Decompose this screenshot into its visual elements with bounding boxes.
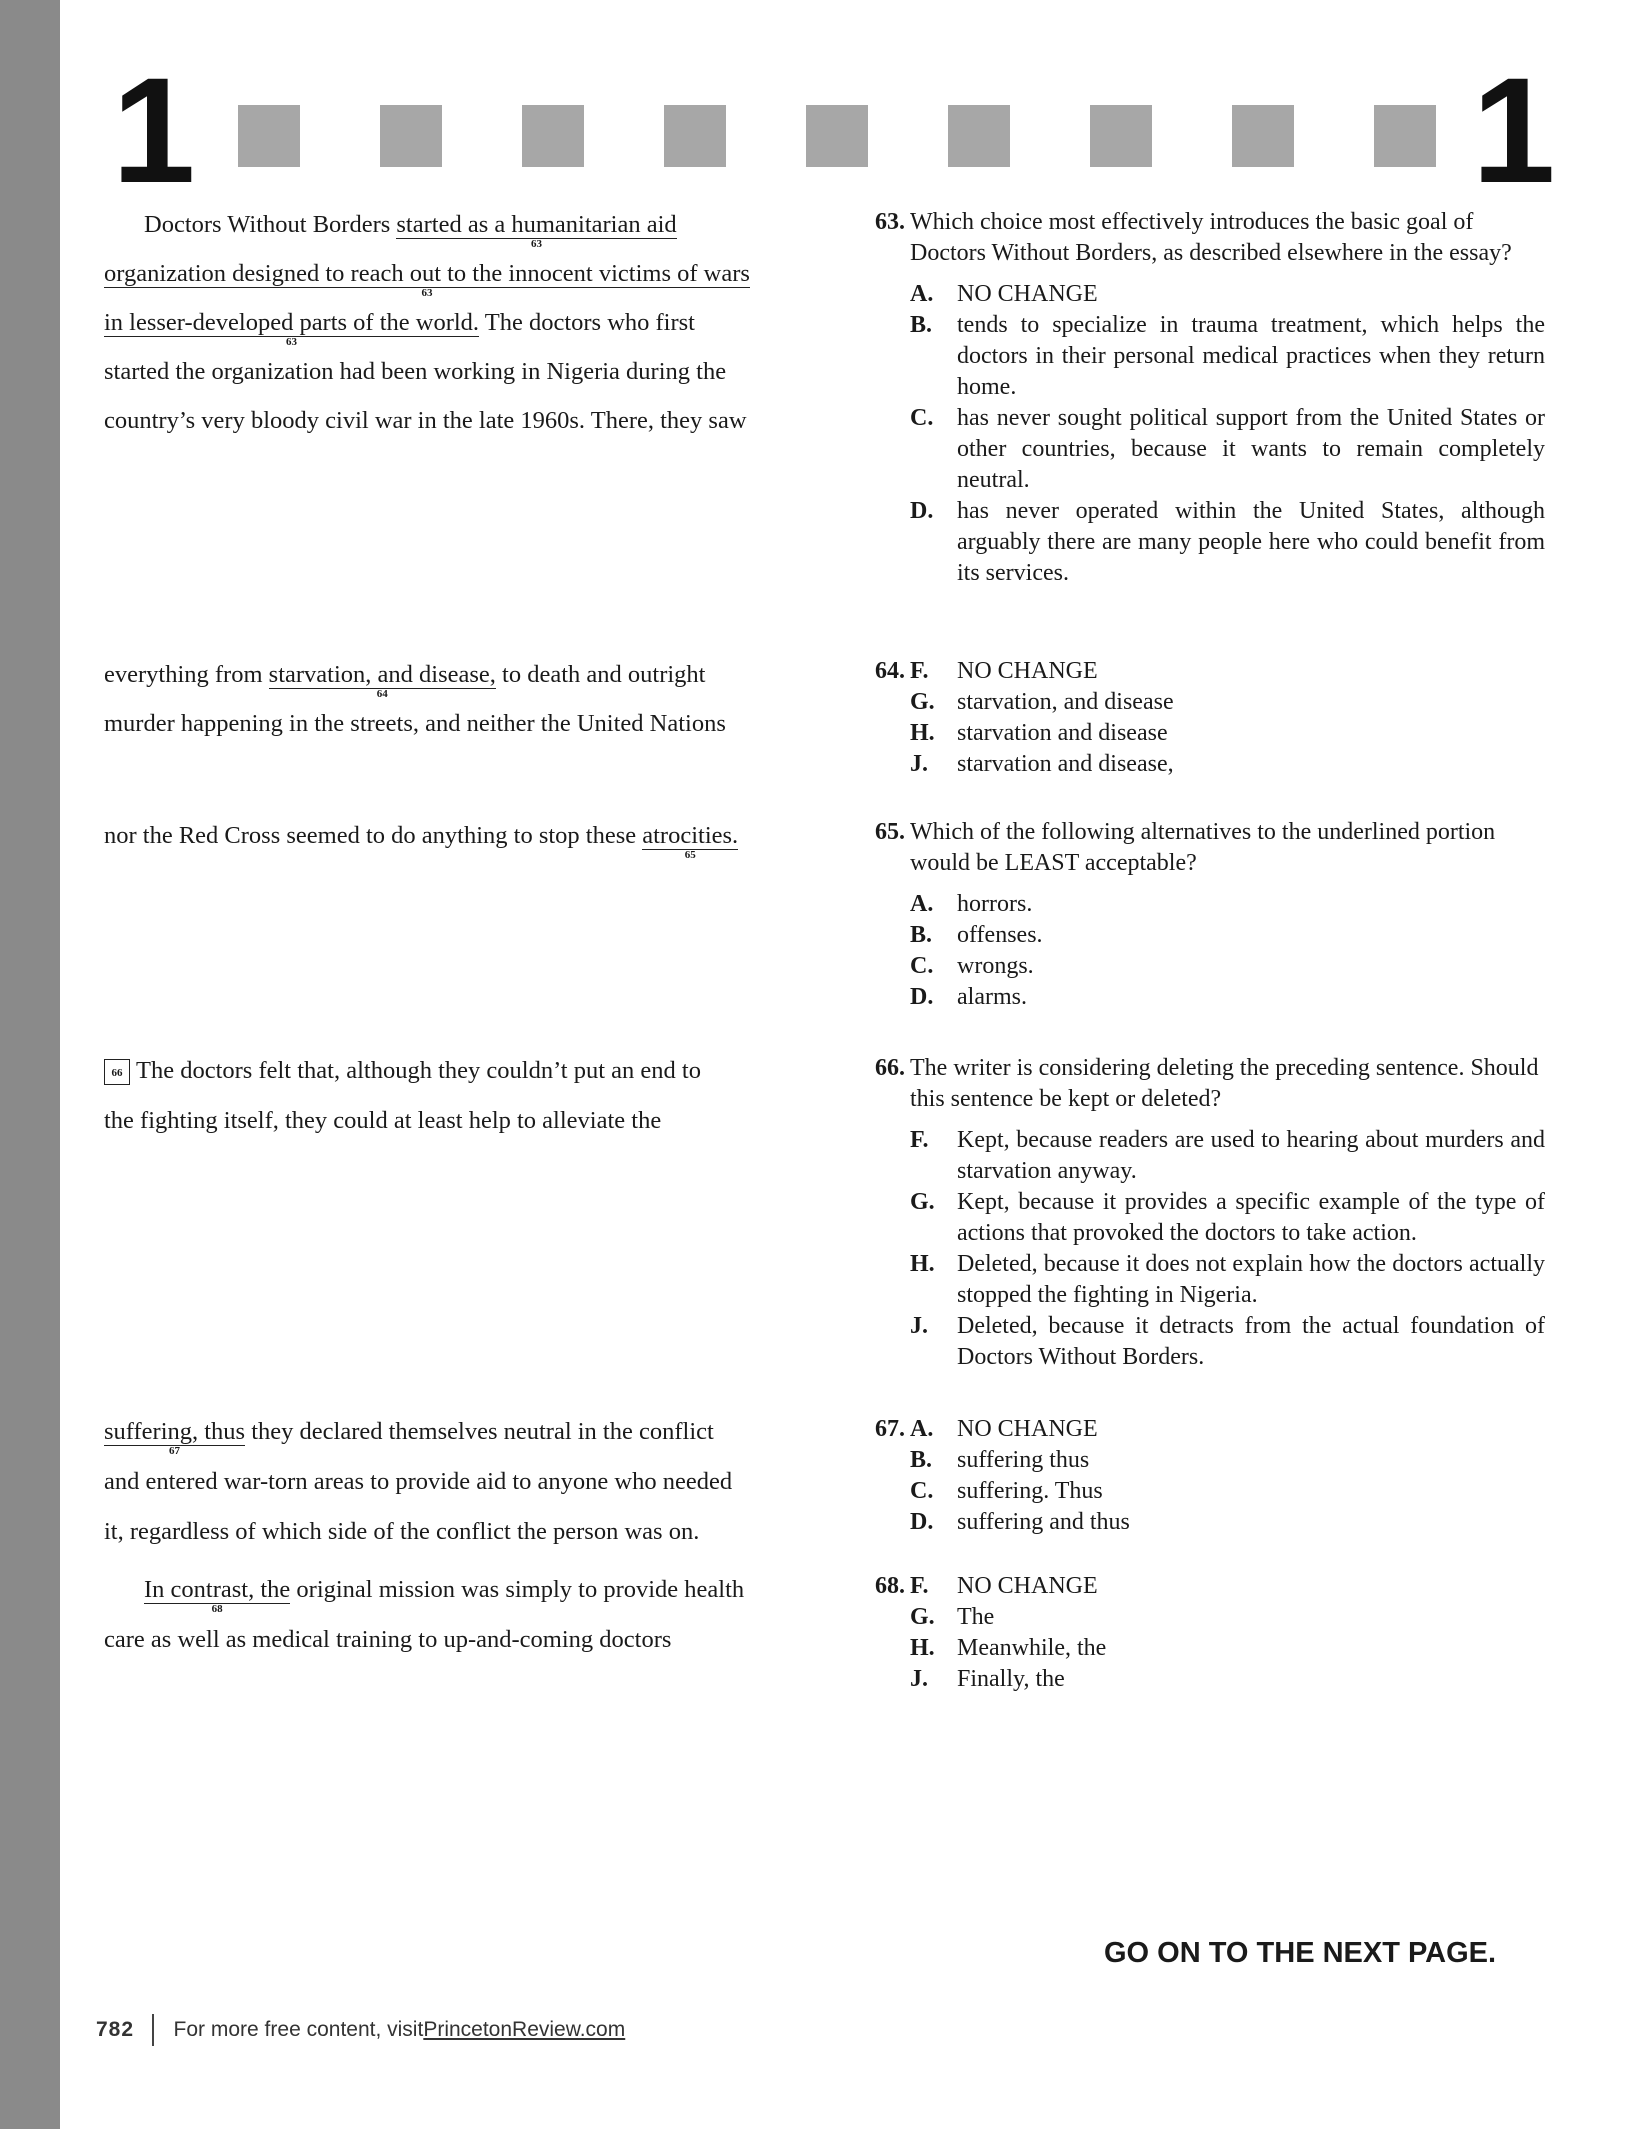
question-number: 65.: [875, 819, 905, 845]
passage-line: [104, 1056, 701, 1086]
question-67: [855, 1414, 1545, 1538]
passage-line: care as well as medical training to up-and-coming doctors: [104, 1626, 672, 1653]
section-number-right: 1: [1472, 46, 1556, 214]
passage-line: [144, 210, 677, 250]
page-footer: [96, 2013, 625, 2047]
choice-letter: D.: [910, 984, 934, 1010]
choice-letter: H.: [910, 720, 935, 746]
question-66: [855, 1053, 1545, 1373]
underlined-text: started as a humanitarian aid: [396, 211, 677, 238]
passage-text: nor the Red Cross seemed to do anything to stop these: [104, 822, 643, 849]
choice-list: [910, 889, 1545, 1013]
choice-text: Meanwhile, the: [957, 1635, 1107, 1661]
header-square: [238, 105, 300, 167]
choice-list: [910, 1571, 1545, 1695]
choice-letter: B.: [910, 1447, 933, 1473]
underlined-text: atrocities.: [642, 822, 739, 849]
answer-choice[interactable]: [910, 951, 1545, 982]
question-ref-63: 63: [421, 287, 433, 299]
passage-line: murder happening in the streets, and neither the United Nations: [104, 710, 726, 737]
choice-letter: J.: [910, 751, 928, 777]
choice-letter: H.: [910, 1635, 935, 1661]
underlined-portion-63: [104, 309, 480, 348]
choice-text: starvation, and disease: [957, 689, 1174, 715]
question-box-66: 66: [104, 1059, 130, 1085]
header-square: [380, 105, 442, 167]
choice-letter: C.: [910, 1478, 934, 1504]
choice-letter: H.: [910, 1251, 935, 1277]
question-stem: Which choice most effectively introduces the basic goal of Doctors Without Borders, as described elsewhere in the essay?: [910, 209, 1512, 266]
choice-letter: A.: [910, 1416, 934, 1442]
answer-choice[interactable]: [910, 656, 1545, 687]
question-number: 66.: [875, 1055, 905, 1081]
header-square: [806, 105, 868, 167]
choice-text: starvation and disease,: [957, 751, 1174, 777]
question-stem: Which of the following alternatives to the underlined portion would be LEAST acceptable?: [910, 819, 1496, 876]
passage-line: the fighting itself, they could at least help to alleviate the: [104, 1107, 662, 1134]
choice-letter: F.: [910, 1127, 929, 1153]
choice-text: has never sought political support from the United States or other countries, because it wants to remain completely neutral.: [957, 405, 1545, 493]
underlined-text: in lesser-developed parts of the world.: [104, 309, 480, 336]
footer-divider: [152, 2014, 154, 2046]
choice-letter: C.: [910, 953, 934, 979]
underlined-text: organization designed to reach out to the innocent victims of wars: [104, 260, 750, 287]
underlined-text: suffering, thus: [104, 1418, 246, 1445]
passage-text: original mission was simply to provide health: [290, 1576, 745, 1603]
answer-choice[interactable]: [910, 1187, 1545, 1249]
passage-line: country’s very bloody civil war in the late 1960s. There, they saw: [104, 407, 747, 434]
side-bar: [0, 0, 60, 2129]
answer-choice[interactable]: [910, 982, 1545, 1013]
choice-letter: A.: [910, 891, 934, 917]
answer-choice[interactable]: [910, 889, 1545, 920]
choice-text: The: [957, 1604, 995, 1630]
question-number: 67.: [875, 1416, 905, 1442]
choice-letter: B.: [910, 922, 933, 948]
choice-letter: J.: [910, 1313, 928, 1339]
choice-text: NO CHANGE: [957, 281, 1098, 307]
answer-choice[interactable]: [910, 1507, 1545, 1538]
passage-line: [104, 660, 706, 700]
passage-text: The doctors felt that, although they couldn’t put an end to: [136, 1057, 701, 1084]
choice-text: wrongs.: [957, 953, 1034, 979]
answer-choice[interactable]: [910, 687, 1545, 718]
answer-choice[interactable]: [910, 1125, 1545, 1187]
header-square: [522, 105, 584, 167]
passage-line: and entered war-torn areas to provide aid to anyone who needed: [104, 1468, 733, 1495]
choice-text: Deleted, because it detracts from the actual foundation of Doctors Without Borders.: [957, 1313, 1545, 1370]
answer-choice[interactable]: [910, 279, 1545, 310]
choice-list: [910, 1125, 1545, 1373]
choice-text: suffering thus: [957, 1447, 1090, 1473]
choice-letter: D.: [910, 1509, 934, 1535]
question-65: [855, 817, 1545, 1013]
answer-choice[interactable]: [910, 1414, 1545, 1445]
answer-choice[interactable]: [910, 496, 1545, 589]
go-on-notice: GO ON TO THE NEXT PAGE.: [1104, 1937, 1497, 1969]
choice-text: offenses.: [957, 922, 1043, 948]
header-square: [1232, 105, 1294, 167]
princeton-review-link[interactable]: PrincetonReview.com: [423, 2018, 626, 2041]
answer-choice[interactable]: [910, 1445, 1545, 1476]
choice-letter: C.: [910, 405, 934, 431]
question-68: [855, 1571, 1545, 1695]
header-square: [948, 105, 1010, 167]
passage-text: to death and outright: [495, 661, 706, 688]
answer-choice[interactable]: [910, 1476, 1545, 1507]
answer-choice[interactable]: [910, 403, 1545, 496]
choice-text: Kept, because it provides a specific example of the type of actions that provoked the doctors to take action.: [957, 1189, 1545, 1246]
passage-line: [144, 1575, 745, 1615]
question-number: 64.: [875, 658, 905, 684]
choice-text: suffering. Thus: [957, 1478, 1103, 1504]
choice-letter: F.: [910, 1573, 929, 1599]
choice-list: [910, 656, 1545, 780]
choice-letter: B.: [910, 312, 933, 338]
underlined-portion-63: [104, 260, 750, 299]
choice-letter: G.: [910, 1604, 935, 1630]
passage-line: started the organization had been working in Nigeria during the: [104, 358, 727, 385]
underlined-portion-68: [144, 1576, 291, 1615]
question-ref-63: 63: [531, 238, 543, 250]
question-ref-67: 67: [169, 1445, 181, 1457]
choice-text: Finally, the: [957, 1666, 1065, 1692]
answer-choice[interactable]: [910, 718, 1545, 749]
answer-choice[interactable]: [910, 310, 1545, 403]
answer-choice[interactable]: [910, 1249, 1545, 1311]
underlined-portion-67: [104, 1418, 246, 1457]
question-63: [855, 207, 1545, 589]
choice-text: Kept, because readers are used to hearing about murders and starvation anyway.: [957, 1127, 1545, 1184]
choice-letter: F.: [910, 658, 929, 684]
passage-line: [104, 308, 695, 348]
question-ref-64: 64: [376, 688, 388, 700]
choice-text: NO CHANGE: [957, 658, 1098, 684]
question-64: [855, 656, 1545, 780]
choice-text: has never operated within the United States, although arguably there are many people here who could benefit from its services.: [957, 498, 1545, 586]
answer-choice[interactable]: [910, 749, 1545, 780]
answer-choice[interactable]: [910, 1602, 1545, 1633]
choice-text: starvation and disease: [957, 720, 1168, 746]
passage-line: [104, 1417, 714, 1457]
question-ref-63: 63: [286, 336, 298, 348]
choice-list: [910, 1414, 1545, 1538]
choice-text: horrors.: [957, 891, 1033, 917]
passage-text: Doctors Without Borders: [144, 211, 397, 238]
choice-letter: J.: [910, 1666, 928, 1692]
choice-text: suffering and thus: [957, 1509, 1130, 1535]
underlined-text: starvation, and disease,: [268, 661, 496, 688]
passage-line: [104, 259, 750, 299]
answer-choice[interactable]: [910, 1571, 1545, 1602]
promo-text: For more free content, visit: [173, 2018, 424, 2041]
choice-text: tends to specialize in trauma treatment, which helps the doctors in their personal medical practices when they return home.: [957, 312, 1545, 400]
passage-text: they declared themselves neutral in the conflict: [245, 1418, 714, 1445]
underlined-portion-63: [396, 211, 677, 250]
underlined-portion-65: [642, 822, 739, 861]
answer-choice[interactable]: [910, 920, 1545, 951]
choice-text: NO CHANGE: [957, 1416, 1098, 1442]
answer-choice[interactable]: [910, 1664, 1545, 1695]
choice-letter: D.: [910, 498, 934, 524]
choice-list: [910, 279, 1545, 589]
question-number: 63.: [875, 209, 905, 235]
passage-line: [104, 821, 739, 861]
choice-letter: A.: [910, 281, 934, 307]
question-ref-68: 68: [211, 1603, 223, 1615]
answer-choice[interactable]: [910, 1633, 1545, 1664]
header-square: [664, 105, 726, 167]
question-ref-65: 65: [684, 849, 696, 861]
passage-line: it, regardless of which side of the conflict the person was on.: [104, 1518, 700, 1545]
section-number-left: 1: [112, 46, 196, 214]
choice-text: Deleted, because it does not explain how the doctors actually stopped the fighting in Nigeria.: [957, 1251, 1545, 1308]
header-square: [1374, 105, 1436, 167]
question-number: 68.: [875, 1573, 905, 1599]
passage-text: everything from: [104, 661, 269, 688]
choice-letter: G.: [910, 689, 935, 715]
underlined-portion-64: [268, 661, 496, 700]
page-number: 782: [96, 2018, 135, 2041]
underlined-text: In contrast, the: [144, 1576, 291, 1603]
passage-text: The doctors who first: [479, 309, 695, 336]
question-stem: The writer is considering deleting the preceding sentence. Should this sentence be kept or deleted?: [910, 1055, 1539, 1112]
choice-text: NO CHANGE: [957, 1573, 1098, 1599]
header-square: [1090, 105, 1152, 167]
choice-text: alarms.: [957, 984, 1027, 1010]
choice-letter: G.: [910, 1189, 935, 1215]
answer-choice[interactable]: [910, 1311, 1545, 1373]
